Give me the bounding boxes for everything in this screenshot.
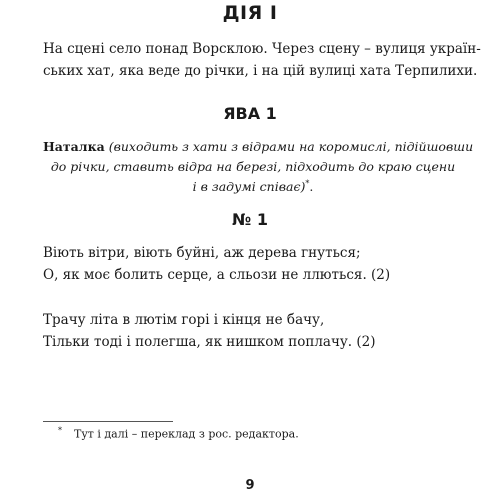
stage-direction-line: до річки, ставить відра на березі, підходить до краю сцени xyxy=(50,159,456,174)
song-line: Тільки тоді і полегша, як нишком поплачу. (2) xyxy=(43,334,376,350)
song-stanza xyxy=(43,242,463,286)
scene-title: ЯВА 1 xyxy=(223,104,277,123)
stage-direction-line xyxy=(43,177,463,197)
song-line: Трачу літа в лютім горі і кінця не бачу, xyxy=(43,312,325,328)
page-number: 9 xyxy=(245,478,255,493)
song-title: № 1 xyxy=(232,210,268,229)
stage-direction-text: і в задумі співає) xyxy=(192,179,306,194)
footnote-text: Тут і далі – переклад з рос. редактора. xyxy=(74,427,299,441)
stage-direction-period: . xyxy=(309,179,314,194)
act-title: ДІЯ І xyxy=(222,2,278,24)
song-stanza xyxy=(43,309,463,353)
footnote-mark: * xyxy=(58,426,62,435)
footnote-divider xyxy=(43,421,173,422)
song-line: О, як моє болить серце, а сльози не ллються. (2) xyxy=(43,267,391,283)
stage-direction xyxy=(43,137,474,197)
footnote-reference: * xyxy=(305,178,310,188)
setting-line: ських хат, яка веде до річки, і на цій вулиці хата Терпилихи. xyxy=(43,63,478,79)
footnote xyxy=(58,426,299,441)
setting-paragraph xyxy=(43,38,481,82)
stage-direction-line xyxy=(43,137,474,157)
song-line: Віють вітри, віють буйні, аж дерева гнуться; xyxy=(43,245,361,261)
setting-line: На сцені село понад Ворсклою. Через сцену – вулиця україн- xyxy=(43,41,481,57)
stage-direction-text: (виходить з хати з відрами на коромислі, підійшовши xyxy=(108,139,474,154)
speaker-name: Наталка xyxy=(43,139,105,154)
